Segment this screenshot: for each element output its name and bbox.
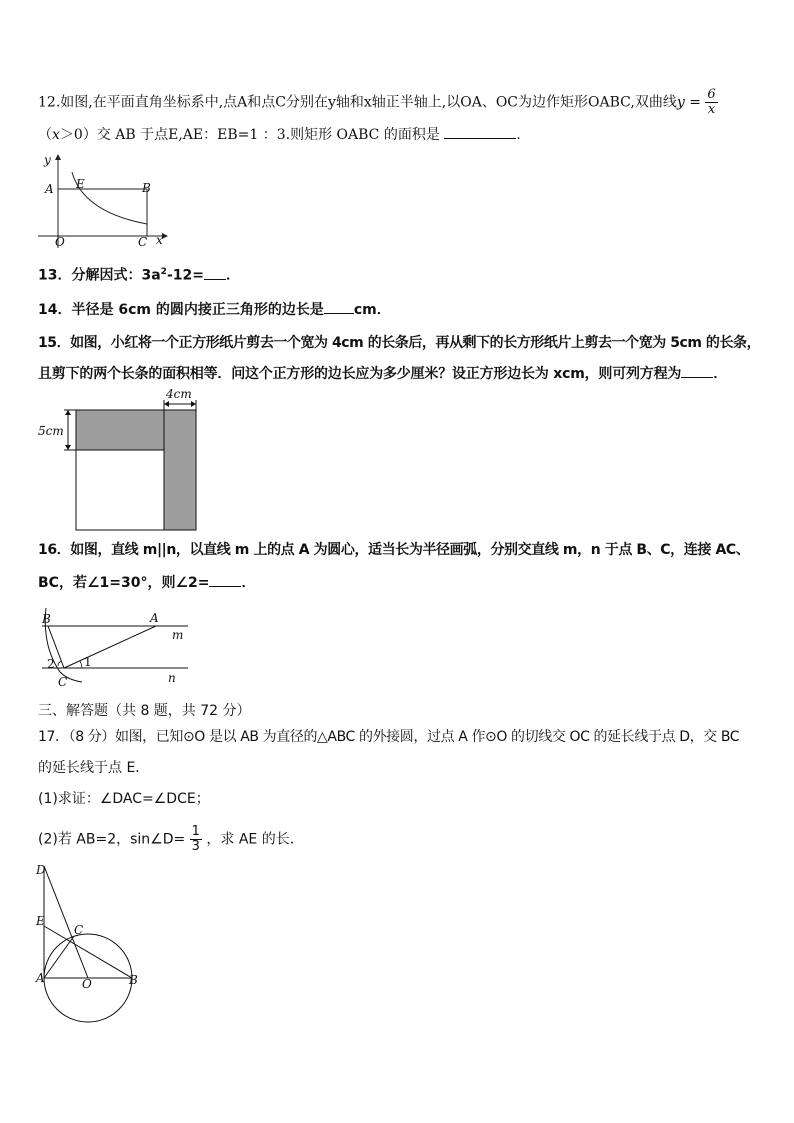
q15-cut-strip-5cm [76,410,164,450]
q15-remaining [76,450,164,530]
q16-figure [38,606,198,692]
q17-fraction [190,825,202,854]
q16-line2 [38,572,760,593]
q17-figure [36,860,146,1016]
q12-text-2: ＞0）交 AB 于点E,AE：EB=1 ：3.则矩形 OABC 的面积是 [59,127,440,143]
q14-end: cm． [353,302,391,318]
q16-label-n: n [168,671,176,685]
q17-label-B: B [129,973,138,987]
q12-line2 [38,124,760,145]
q16-label-2: 2 [47,657,55,671]
q17-label-O: O [82,977,92,991]
q15-text-2: 且剪下的两个长条的面积相等．问这个正方形的边长应为多少厘米？设正方形边长为 xcm，则可列方程为 [38,366,682,382]
q16-text-2: BC，若∠1=30°，则∠2= [38,575,210,591]
q15-line2 [38,363,760,384]
q17-label-A: A [36,971,45,985]
q16-answer-blank[interactable] [209,572,241,587]
q16-line1: 16．如图，直线 m||n，以直线 m 上的点 A 为圆心，适当长为半径画弧，分别交直线 m，n 于点 B、C，连接 AC、 [38,542,750,558]
q17-part1: (1)求证：∠DAC=∠DCE； [38,791,210,807]
q13-sup: 2 [160,267,167,277]
q15-end: ． [713,366,728,382]
q12-label-y: y [44,153,51,167]
q16-label-A: A [150,611,159,625]
q12-label-A: A [45,182,54,196]
q14-text: 14．半径是 6cm 的圆内接正三角形的边长是 [38,302,324,318]
q12-label-O: O [55,235,65,249]
q13-suffix: -12= [166,267,204,284]
section-title: 三、解答题（共 8 题，共 72 分） [38,703,251,719]
q17-label-C: C [74,923,84,937]
q17-frac-num: 1 [191,824,200,839]
q16-label-m: m [172,628,184,642]
q16-label-1: 1 [84,655,92,669]
q12-paren: （ [38,127,52,143]
q12-label-x: x [156,233,163,247]
q17-part2 [38,825,760,854]
q16-label-B: B [42,612,51,626]
q12-frac-den: x [707,102,716,117]
q12-line1 [38,88,760,117]
q17-line2: 的延长线于点 E． [38,760,150,776]
q17-part2-a: (2)若 AB=2，sin∠D= [38,831,186,848]
q12-y-eq: y = [676,94,701,111]
q13-prefix: 13．分解因式：3a [38,267,161,284]
q15-figure [38,388,208,534]
q15-cut-strip-4cm [164,410,196,530]
q12-fraction [705,88,717,117]
q16-end: ． [241,575,256,591]
q12-answer-blank[interactable] [444,124,516,139]
q12-figure [38,152,173,250]
q13 [38,262,760,286]
q17-label-E: E [36,914,45,928]
q14 [38,299,760,320]
q12-label-C: C [138,235,148,249]
q15-answer-blank[interactable] [681,363,713,378]
q13-end: ． [225,267,240,284]
q12-end: . [516,127,521,143]
q15-label-4cm: 4cm [166,387,192,401]
q12-frac-num: 6 [707,87,716,102]
q12-text-1: 12.如图,在平面直角坐标系中,点A和点C分别在y轴和x轴正半轴上,以OA、OC为边作矩形OABC,双曲线 [38,94,677,111]
q15-label-5cm: 5cm [38,424,64,438]
q15-line1: 15．如图，小红将一个正方形纸片剪去一个宽为 4cm 的长条后，再从剩下的长方形纸片上剪去一个宽为 5cm 的长条， [38,335,761,351]
q17-part2-b: ，求 AE 的长． [206,831,304,848]
q17-line1: 17．（8 分）如图，已知⊙O 是以 AB 为直径的△ABC 的外接圆，过点 A 作⊙O 的切线交 OC 的延长线于点 D，交 BC [38,729,740,745]
q17-frac-den: 3 [191,839,200,854]
q16-label-C: C [58,675,68,689]
q12-x: x [52,127,60,143]
q12-label-E: E [76,177,85,191]
q12-label-B: B [142,181,151,195]
q13-answer-blank[interactable] [204,265,226,280]
q17-label-D: D [36,863,46,877]
q14-answer-blank[interactable] [324,299,354,314]
